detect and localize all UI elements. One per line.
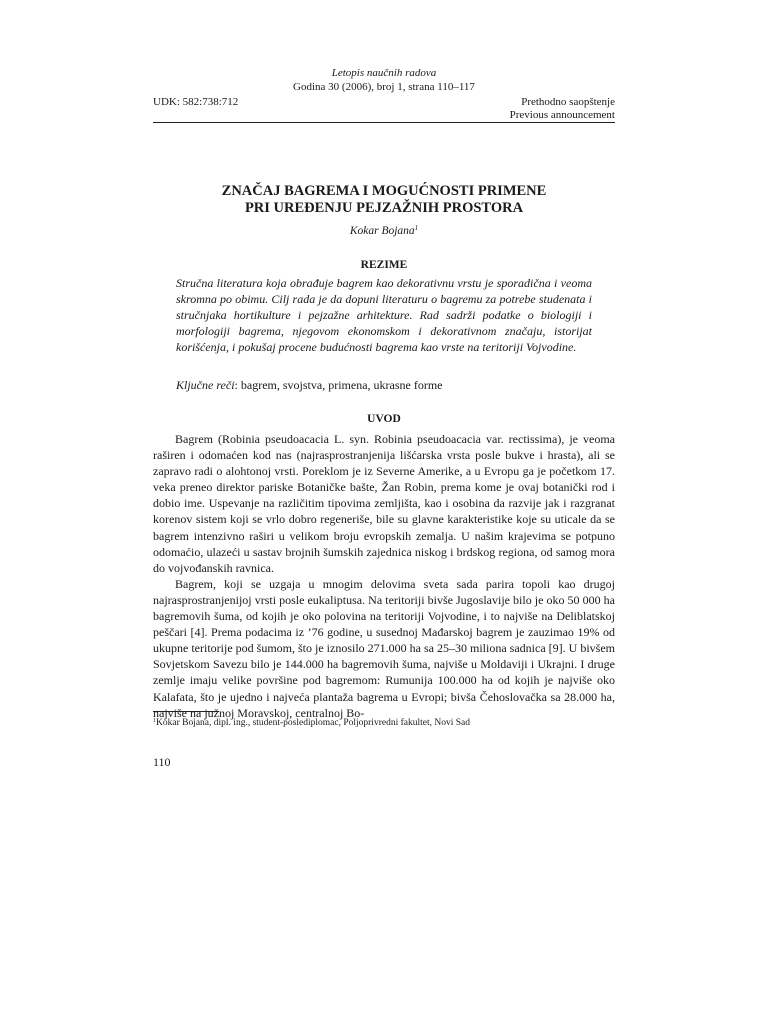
paragraph: Bagrem (Robinia pseudoacacia L. syn. Robinia pseudoacacia var. rectissima), je veoma raširen i odomaćen kod nas (najrasprostranjenija lišćarska vrsta posle bukve i hrasta), ali se zapravo radi o alohtonoj vrsti. Poreklom je iz Severne Amerike, a u Evropu ga je početkom 17. veka preneo direktor pariske Botaničke bašte, Žan Robin, prema kome je ovaj botanički rod i dobio ime. Uspevanje na različitim tipovima zemljišta, kao i osobina da razvije jak i razgranat korenov sistem koji se vrlo dobro regeneriše, bile su glavne karakteristike koje su uticale da se bagrem intenzivno raširi u velikom broju evropskih zemalja. U našim krajevima se potpuno odomaćio, ulazeći u sastav brojnih šumskih zajednica niskog i brdskog regiona, od samog mora do vojvođanskih ravnica. [153, 432, 615, 575]
abstract-heading: REZIME [360, 259, 408, 271]
volume-info: Godina 30 (2006), broj 1, strana 110–117 [293, 81, 475, 93]
udk-code: UDK: 582:738:712 [153, 96, 239, 108]
journal-name: Letopis naučnih radova [331, 67, 437, 79]
article-type-en: Previous announcement [509, 109, 615, 121]
footnote-mark: 1 [153, 718, 156, 724]
footnote-text: Kokar Bojana, dipl. ing., student-poslediplomac, Poljoprivredni fakultet, Novi Sad [156, 718, 470, 728]
journal-header [0, 66, 768, 94]
author-name: Kokar Bojana [349, 225, 415, 237]
abstract-text: Stručna literatura koja obrađuje bagrem kao dekorativnu vrstu je sporadična i veoma skromna po obimu. Cilj rada je da dopuni literaturu o bagremu za potrebe studenata i stručnjaka hortikulture i pejzažne arhitekture. Rad sadrži podatke o biologiji i morfologiji bagrema, njegovom ekonomskom i dekorativnom značaju, istorijat korišćenja, i pokušaj procene budućnosti bagrema kao vrste na teritoriji Vojvodine. [176, 276, 592, 354]
author-footnote-mark: 1 [414, 224, 419, 232]
footnote [153, 715, 615, 729]
article-title [153, 183, 615, 217]
author-line [153, 221, 615, 238]
article-type [510, 96, 615, 122]
paragraph: Bagrem, koji se uzgaja u mnogim delovima sveta sada parira topoli kao drugoj najrasprostranjenijoj vrsti posle eukaliptusa. Na teritoriji bivše Jugoslavije bilo je oko 50 000 ha bagremovih šuma, od kojih je oko polovina na teritoriji Vojvodine, i to najviše na Deliblatskoj peščari [4]. Prema podacima iz ’76 godine, u susednoj Mađarskoj bagrem je zauzimao 19% od ukupne teritorije pod šumom, što je iznosilo 271.000 ha sa 25–30 miliona sadnica [9]. U bivšem Sovjetskom Savezu bilo je 144.000 ha bagremovih šuma, najviše u Moldaviji i Ukrajni. I druge zemlje imaju velike površine pod bagremom: Rumunija 100.000 ha od kojih je najviše oko Kalafata, što je ujedno i najveća plantaža bagrema u Evropi; bivša Čehoslovačka sa 28.000 ha, najviše na južnoj Moravskoj, centralnoj Bo- [153, 576, 615, 720]
title-line-1: ZNAČAJ BAGREMA I MOGUĆNOSTI PRIMENE [221, 183, 547, 199]
keywords-label: Ključne reči [176, 378, 235, 392]
intro-heading: UVOD [367, 413, 401, 425]
page-number: 110 [153, 755, 171, 769]
header-rule [153, 122, 615, 123]
keywords-list: : bagrem, svojstva, primena, ukrasne forme [234, 378, 443, 392]
footnote-rule [153, 711, 219, 712]
article-type-sr: Prethodno saopštenje [521, 96, 615, 108]
keywords [176, 377, 592, 393]
intro-body [153, 431, 615, 721]
title-line-2: PRI UREĐENJU PEJZAŽNIH PROSTORA [244, 200, 524, 216]
